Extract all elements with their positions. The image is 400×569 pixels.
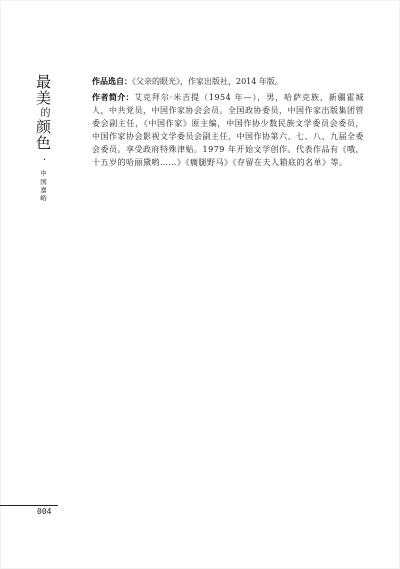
series-title-small: 的 [38,107,49,118]
source-paragraph [92,75,364,88]
source-label: 作品选自： [92,77,132,86]
author-bio-text: 艾克拜尔·米吉提（1954 年—），男，哈萨克族，新疆霍城人，中共党员，中国作家协会会员。全国政协委员，中国作家出版集团管委会副主任，《中国作家》原主编，中国作协少数民族文学委员会委员，中国作家协会影视文学委员会副主任，中国作协第六、七、八、九届全委会委员。享受政府特殊津贴。1979 年开始文学创作。代表作品有《哦，十五岁的哈丽黛哟……》《瘸腿野马》《存留在夫人箱底的名单》等。 [92,93,364,167]
source-text: 《父亲的眼光》，作家出版社，2014 年版。 [132,77,283,86]
series-title-part2: 颜色 [34,119,52,151]
series-title-part1: 最美 [34,74,52,106]
footer-rule [0,505,58,506]
series-title-main [33,74,53,151]
series-subtitle: 中国嘉峪 [39,170,47,203]
author-bio-paragraph [92,91,364,169]
series-title [31,74,57,202]
main-text [92,75,364,169]
author-bio-label: 作者简介： [92,93,135,102]
series-title-dot: · [39,155,50,166]
page-number: 004 [37,507,52,516]
